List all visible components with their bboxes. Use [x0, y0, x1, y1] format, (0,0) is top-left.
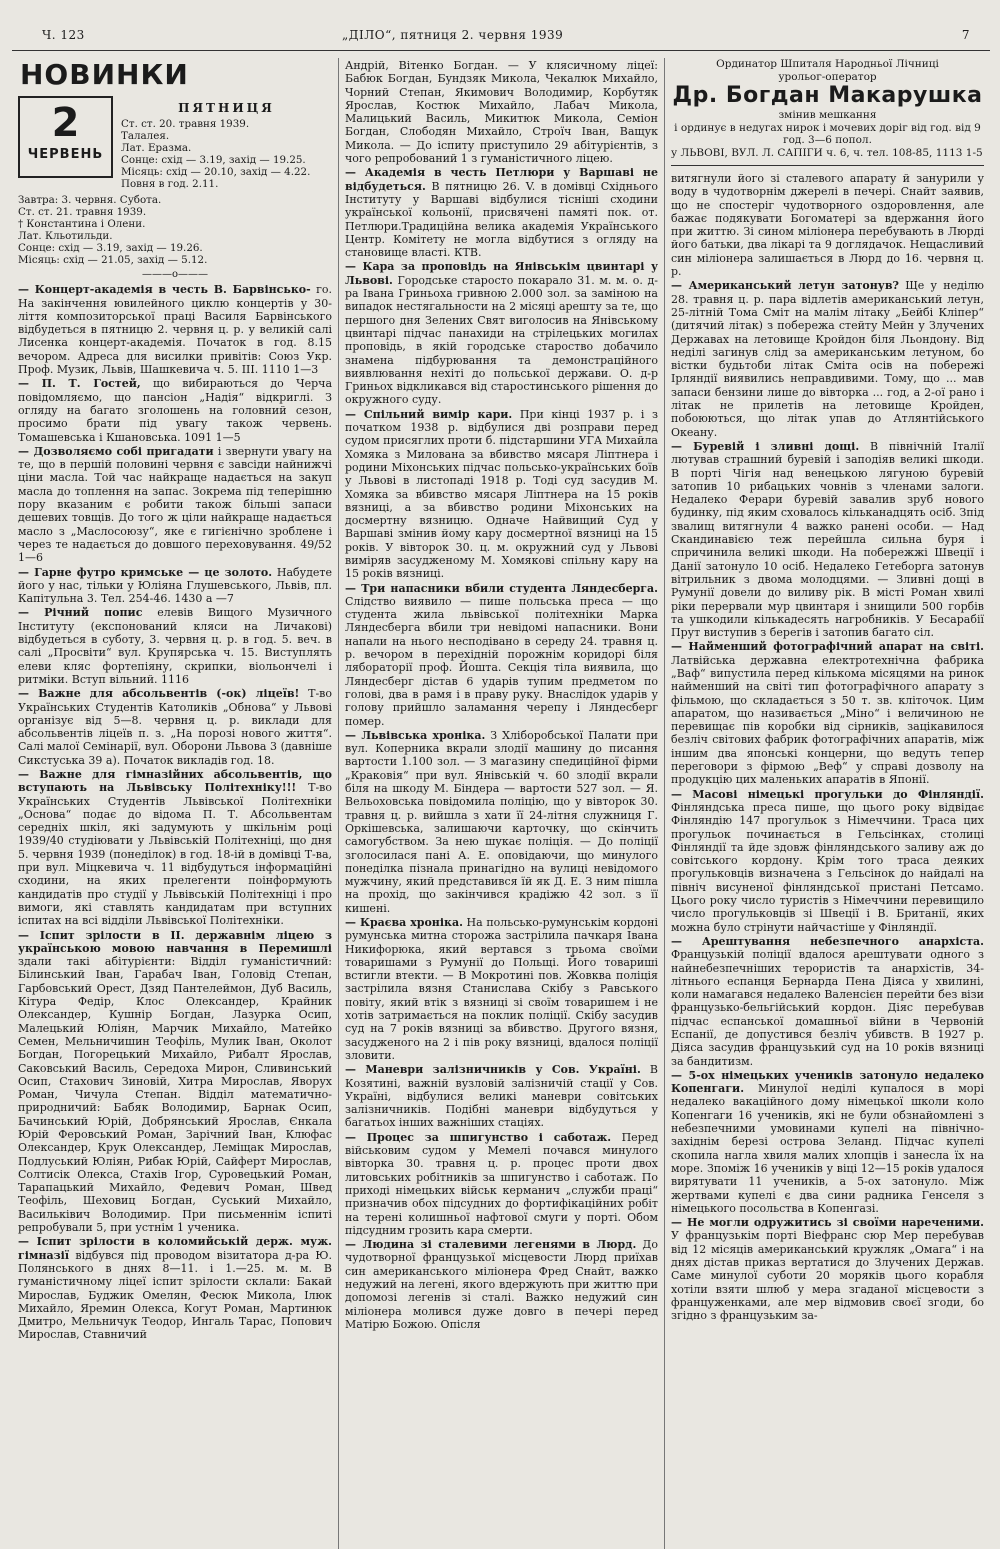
ad-doctor-name: Др. Богдан Макарушка	[672, 83, 983, 108]
ad-line-4: і ординує в недугах нирок і мочевих доріг від год. від 9 год. 3—6 попол.	[674, 121, 981, 146]
meta-line: Ст. ст. 20. травня 1939.	[121, 118, 250, 130]
article-item	[18, 768, 332, 928]
article-body: го. На закінчення ювилейного циклю концертів у 30-ліття композиторської праці Василя Барвінського відбудеться в пятницю 2. червня ц. р. у великій салі Лисенка концерт-академія. Початок в год. 8.15 вечором. Адреса для висилки привітів: Союз Укр. Проф. Музик, Львів, Шашкевича ч. 5. III. 1110 1—3	[18, 283, 333, 377]
article-body: Городське старосто покарало 31. м. м. о. д-ра Івана Гриньоха гривною 2.000 зол. за заміною на випадок нестягальности на 2 місяці арешту за те, що першого дня Зелених Свят виголосив на Янівському цвинтарі підчас панахиди на стрілецьких могилах проповідь, в якій городське староство добачило знамена підбурювання та демонстраційного виявлювання нехіті до польської держави. О. д-р Гриньох відкликався від старостинського рішення до окружного суду.	[345, 273, 659, 407]
article-body: До чудотворної французької місцевости Люрд приїхав син американського міліонера Фред Снайт, важко недужий на легені, якого вдержують при життю при допомозі легенів зі сталі. Важко недужий син міліонера молився дуже довго в печері перед Матірю Божою. Опісля	[345, 1238, 658, 1331]
article-body: Андрій, Вітенко Богдан. — У клясичному ліцеї: Бабюк Богдан, Бундзяк Микола, Чекалюк Михайло, Чорний Степан, Якимович Володимир, Корбутяк Ярослав, Костюк Михайло, Лабач Микола, Малицький Василь, Микитюк Микола, Семіон Богдан, Слободян Михайло, Строїч Іван, Ващук Микола. — До іспиту приступило 29 абітурієнтів, з чого репробований 1 з гуманістичного ліцею.	[345, 59, 658, 166]
article-item	[671, 640, 984, 786]
article-headline: — Найменший фотографічний апарат на світі.	[671, 640, 984, 654]
article-item	[671, 1069, 984, 1215]
article-body: В північній Італії лютував страшний буревій і заподіяв великі шкоди. В порті Чігія над венецькою лягуною буревій затопив 10 рибацьких човнів з членами залоги. Недалеко Ферари буревій завалив зруб нового будинку, під яким сховалось кільканадцять осіб. Зпід звалищ витягнули 4 важко ранені особи. — Над Скандинавією теж перейшла сильна буря і спричинила великі шкоди. На побережжі Швеції і Данії затонуло 10 осіб. Недалеко Гетеборга затонув вітрильник з двома молодцями. — Зливні дощі в Румунії довели до виливу рік. В місті Роман хвилі ріки перервали мур цвинтаря і знищили 500 горбів та ушкодили кількадесять нагробників. У Бесарабії Прут виступив з берегів і затопив багато сіл.	[671, 439, 985, 640]
article-body: Минулої неділі купалося в морі недалеко вакаційного дому німецької школи коло Копенгаги 16 учеників, які не були обзнайомлені з небезпечними умовинами купелі на північно-західнім березі острова Зеланд. Підчас купелі скопила нагла хвиля малих хлопців і занесла їх на море. Зпоміж 16 учеників у віці 12—15 років удалося вирятувати 11 учеників, а 5-ох затонуло. Між жертвами купелі є два сини радника Генселя з німецького посольства в Копенгазі.	[671, 1082, 984, 1215]
article-headline: — Річний попис	[18, 606, 143, 620]
page-number: 7	[961, 28, 970, 42]
article-headline: — Три напасники вбили студента Ляндесберга.	[345, 581, 658, 595]
newspaper-title: „ДІЛО“, пятниця 2. червня 1939	[342, 28, 564, 42]
article-body: відбувся під проводом візитатора д-ра Ю. Полянського в днях 8—11. і 1.—25. м. м. В гуманістичному ліцеї іспит зрілости склали: Бакай Мирослав, Буджик Омелян, Фесюк Микола, Ілюк Михайло, Яремин Олекса, Когут Роман, Мартинюк Дмитро, Мельничук Теодор, Ингаль Тарас, Попович Мирослав, Ставничий	[18, 1248, 333, 1342]
article-body: З Хліборобської Палати при вул. Коперника вкрали злодії машину до писання вартости 1.100 зол. — З магазину спедиційної фірми „Краковія“ при вул. Янівській ч. 60 злодії вкрали біля на шкоду М. Біндера — вартости 527 зол. — Я. Вельоховська повідомила поліцію, що у вівторок 30. травня ц. р. вийшла з хати її 24-літня служниця Г. Оркішевська, залишаючи карточку, що скінчить самогубством. За нею шукає поліція. — До поліції зголосилася пані А. Е. оповідаючи, що минулого понеділка пізнала принагідно на вулиці невідомого мужчину, який представився їй як Д. Е. З ним пішла на прохід, що закінчився крадіжю 42 зол. з її кишені.	[345, 728, 658, 915]
article-headline: — Краєва хроніка.	[345, 916, 463, 929]
article-item	[345, 729, 658, 915]
article-item	[671, 788, 984, 934]
article-body: і звернути увагу на те, що в першій половині червня є завсіди найнижчі ціни масла. Той час найкраще надається на закуп масла до топлення на запас. Зокрема під теперішню пору вказаним є робити також більші запаси дешевих товщів. До того ж ціли найкраще надається масло з „Маслосоюзу“, яке є гигієнічно зроблене і через те надається до довшого переховування. 49/52 1—6	[18, 444, 332, 565]
article-headline: — Львівська хроніка.	[345, 728, 486, 742]
article-body: Т-во Українських Студентів Католиків „Обнова“ у Львові організує від 5—8. червня ц. р. виклади для абсольвентів ліцеїв п. з. „На порозі нового життя“. Салі малої Семінарії, вул. Оборони Львова 3 (давніше Сикстуська 39 а). Початок викладів год. 18.	[18, 687, 332, 767]
article-headline: — Масові німецькі прогульки до Фінляндії.	[671, 787, 984, 801]
article-item	[345, 260, 658, 406]
article-body: Ще у неділю 28. травня ц. р. пара відлетів американський летун, 25-літній Тома Сміт на малім літаку „Бейбі Кліпер“ (дитячий літак) з побережа стейту Мейн у Злучених Державах на летовище Кройдон біля Льондону. Від неділі загинув слід за американським летуном, бо вістки будьтоби літак Сміта осів на побережі Ірляндії виявились неправдивими. Тому, що ... мав запаси бензини лише до вівторка ... год, а 2-ої рано і літак не прилетів на летовище Кройден, побоюються, що літак упав до Атлянтійського Океану.	[671, 279, 985, 439]
article-item	[345, 582, 658, 728]
article-headline: — Кара за проповідь на Янівськім цвинтарі у Львові.	[345, 260, 658, 287]
date-card	[18, 96, 113, 178]
section-masthead: НОВИНКИ	[20, 58, 189, 91]
article-body: Слідство виявило — пише польська преса — що студента жила львівської політехніки Марка Ляндесберга вбили три невідомі напасники. Вони напали на нього несподівано в середу 24. травня ц. р. вечором в перехідній порожнім коридорі біля лябораторії проф. Йошта. Секція тіла виявила, що Ляндесберг дістав 6 ударів тупим предметом по голові, два в рамя і в праву руку. Внаслідок ударів у голову прийшло заламання черепу і Ляндесберг помер.	[345, 594, 658, 728]
date-box	[18, 96, 332, 190]
date-month: ЧЕРВЕНЬ	[27, 147, 104, 162]
article-headline: — Гарне футро кримське — це золото.	[18, 565, 273, 579]
article-item	[345, 408, 658, 581]
article-headline: — Маневри залізничників у Сов. Україні.	[345, 1063, 641, 1077]
article-headline: — Процес за шпигунство і саботаж.	[345, 1130, 612, 1144]
article-item	[345, 1063, 658, 1129]
article-item	[345, 59, 658, 165]
article-item	[18, 1235, 332, 1341]
ad-line-3: змінив мешкання	[778, 109, 877, 121]
article-body: На польсько-румунськім кордоні румунська митна сторожа застрілила пачкаря Івана Никифорюка, який вертався з трьома своїми товаришами з Румунії до Польщі. Його товариші встигли втекти. — В Мокротині пов. Жовква поліція застрілила вязня Станислава Скібу з Равського повіту, який втік з вязниці зі своїм товаришем і не хотів затримається на поклик поліції. Скібу засудив суд на 7 років вязниці за вбивство. Другого вязня, засудженого на 2 і пів року вязниці, вдалося поліції зловити.	[345, 916, 658, 1062]
ad-address: у ЛЬВОВІ, ВУЛ. Л. САПІГИ ч. 6, ч. тел. 108-85, 1113 1-5	[671, 146, 983, 159]
article-body: У французькім порті Віефранс сюр Мер перебував від 12 місяців американський кружляк „Омага“ і на днях дістав приказ вертатися до Злучених Держав. Саме минулої суботи 20 моряків цього корабля хотіли взяти шлюб у мера згаданої місцевости з француженками, але мер відмовив своєї згоди, бо згідно з французьким за-	[671, 1229, 984, 1323]
tomorrow-line: † Константина і Олени.	[18, 218, 146, 230]
article-body: При кінці 1937 р. і з початком 1938 р. відбулися дві розправи перед судом присяглих проти б. підстаршини УГА Михайла Хомяка з Милована за вбивство мясаря Ліптнера і родини Міхонських підчас польсько-українських боїв у Львові в листопаді 1918 р. Тоді суд засудив М. Хомяка за вбивство мясаря Ліптнера на 15 років вязниці, а за вбивство родини Міхонських на досмертну вязницю. Одначе Найвищий Суд у Варшаві змінив йому кару досмертної вязниці на 15 років. У вівторок 30. ц. м. окружний суд у Львові виміряв засудженому М. Хомякові спільну кару на 15 років вязниці.	[345, 407, 659, 581]
article-headline: — Буревій і зливні дощі.	[671, 439, 860, 453]
article-body: що вибираються до Черча повідомляємо, що пансіон „Надія“ відкриглі. З огляду на багато зголошень на головний сезон, просимо брати під увагу також червень. Томашевська і Кшановська. 1091 1—5	[18, 377, 333, 444]
column-2	[338, 58, 664, 1549]
article-item	[18, 687, 332, 767]
article-headline: — Важне для гімназійних абсольвентів, що вступають на Львівську Політехніку!!!	[18, 767, 332, 795]
article-item	[671, 935, 984, 1068]
header-rule	[12, 50, 990, 51]
doctor-advertisement	[671, 58, 984, 166]
article-body: Т-во Українських Студентів Львівської Політехніки „Основа“ подає до відома П. Т. Абсольвентам середніх шкіл, які задумують у шкільнім році 1939/40 студіювати у Львівській Політехніці, що дня 5. червня 1939 (понеділок) в год. 18-ій в домівці Т-ва, при вул. Міцкевича ч. 11 відбудуться інформаційні сходини, на яких прелегенти поінформують кандидатів про студії у Львівській Політехніці і про вимоги, які ставлять кандидатам при вступних іспитах на всі відділи Львівської Політехніки.	[18, 781, 332, 928]
article-item	[671, 279, 984, 439]
article-item	[671, 172, 984, 278]
columns	[12, 58, 990, 1549]
ad-line-1: Ординатор Шпиталя Народньої Лічниці	[716, 58, 939, 70]
article-item	[345, 166, 658, 259]
article-headline: — Не могли одружитись зі своїми нареченими.	[671, 1216, 984, 1230]
article-item	[18, 929, 332, 1235]
tomorrow-line: Сонце: схід — 3.19, захід — 19.26.	[18, 242, 203, 254]
separator: ———о———	[141, 269, 209, 280]
article-body: здали такі абітурієнти: Відділ гуманістичний: Білинський Іван, Гарабач Іван, Головід Степан, Гарбовський Орест, Дзяд Пантелеймон, Дуб Василь, Кітура Федір, Клос Олександер, Крайник Олександер, Кушнір Богдан, Лазурка Осип, Малецький Юліян, Марчик Михайло, Матейко Семен, Мельничишин Теофіль, Мулик Іван, Околот Богдан, Погорецький Михайло, Рибалт Ярослав, Саковський Василь, Середоха Мирон, Сливинський Осип, Стахович Зиновій, Хитра Мирослав, Яворух Роман, Чичула Степан. Відділ математично-природничий: Бабяк Володимир, Барнак Осип, Бачинський Юрій, Добрянський Ярослав, Єнкала Юрій Феровський Роман, Зарічний Іван, Клюфас Олександер, Крук Олександер, Леміщак Мирослав, Подлуський Юліян, Рибак Юрій, Сайферт Мирослав, Солтисік Олекса, Стахів Ігор, Суровецький Роман, Тарапацький Михайло, Федевич Роман, Швед Теофіль, Шеховиц Богдан, Суський Михайло, Васильківич Володимир. При письменнім іспиті репробували 5, при устнім 1 ученика.	[18, 955, 332, 1235]
meta-line: Талалея.	[121, 130, 170, 142]
article-headline: — Важне для абсольвентів (-ок) ліцеїв!	[18, 687, 300, 701]
day-name: ПЯТНИЦЯ	[178, 101, 275, 115]
column-1-articles	[18, 283, 332, 1341]
tomorrow-line: Лат. Кльотильди.	[18, 230, 113, 242]
meta-line: Лат. Еразма.	[121, 142, 192, 154]
running-header	[42, 28, 970, 50]
issue-number: Ч. 123	[42, 28, 85, 42]
article-headline: — Людина зі сталевими легенями в Люрд.	[345, 1238, 637, 1252]
article-body: Фінляндська преса пише, що цього року відвідає Фінляндію 147 прогульок з Німеччини. Траса цих прогульок починається в Гельсінках, столиці Фінляндії та йде здовж фінляндського заливу аж до совітського кордону. Крім того траса деяких прогульковців визначена з Гельсінок до найдалі на північ висуненої фінляндської пристані Петсамо. Цього року число туристів з Німеччини перевищило число прогульковців зі Швеції і В. Британії, яких можна було стрінути найчастіше у Фінляндії.	[671, 800, 984, 934]
tomorrow-line: Ст. ст. 21. травня 1939.	[18, 206, 147, 218]
date-number: 2	[51, 100, 80, 146]
meta-line: Повня в год. 2.11.	[121, 178, 219, 190]
article-headline: — Академія в честь Петлюри у Варшаві не відбудеться.	[345, 166, 658, 193]
article-item	[18, 606, 332, 686]
article-item	[345, 1131, 658, 1237]
article-item	[18, 377, 332, 443]
article-headline: — Арештування небезпечного анархіста.	[671, 934, 984, 948]
article-body: Французькій поліції вдалося арештувати одного з найнебезпечніших терористів та анархістів, 34-літнього еспанця Бернарда Пена Діяса у хвилині, коли намагався недалеко Валенсієн перейти без візи французько-бельгійський кордон. Діяс перебував підчас еспанської домашньої війни в Червоній Еспанії, де допустився безліч убивств. В 1927 р. Діяса засудив французький суд на 10 років вязниці за бандитизм.	[671, 948, 984, 1068]
meta-line: Місяць: схід — 20.10, захід — 4.22.	[121, 166, 311, 178]
article-headline: — Іспит зрілости в коломийській держ. муж. гімназії	[18, 1235, 332, 1262]
column-1	[12, 58, 338, 1549]
meta-line: Сонце: схід — 3.19, захід — 19.25.	[121, 154, 306, 166]
tomorrow-block	[18, 194, 332, 266]
article-item	[345, 1238, 658, 1331]
tomorrow-line: Завтра: 3. червня. Субота.	[18, 194, 162, 206]
column-3	[664, 58, 990, 1549]
article-item	[671, 440, 984, 639]
article-headline: — Дозволяємо собі пригадати	[18, 444, 214, 458]
day-meta	[121, 96, 332, 190]
article-body: Перед військовим судом у Мемелі почався минулого вівторка 30. травня ц. р. процес проти двох литовських робітників за шпигунство і саботаж. По приході німецьких військ керманич „служби праці“ призначив обох підсудних до фортифікаційних робіт на терені колишньої нафтової смуги у порті. Обом підсудним грозить кара смерти.	[345, 1130, 659, 1237]
article-headline: — Іспит зрілости в II. державнім ліцею з українською мовою навчання в Перемишлі	[18, 928, 332, 955]
article-headline: — П. Т. Гостей,	[18, 377, 141, 391]
article-item	[18, 283, 332, 376]
column-3-articles	[671, 172, 984, 1323]
article-headline: — 5-ох німецьких учеників затонуло недалеко Копенгаги.	[671, 1068, 984, 1096]
article-item	[18, 445, 332, 565]
article-item	[345, 916, 658, 1062]
tomorrow-line: Місяць: схід — 21.05, захід — 5.12.	[18, 254, 208, 266]
article-headline: — Концерт-академія в честь В. Барвінсько-	[18, 283, 311, 297]
column-2-articles	[345, 59, 658, 1331]
article-headline: — Американський летун затонув?	[671, 279, 899, 293]
article-body: Латвійська державна електротехнічна фабрика „Ваф“ випустила перед кількома місяцями на ринок найменший на світі тип фотографічного апарату з фільмою, що складається з 50 т. зв. кліточок. Цим апаратом, що називається „Міно“ і величиною не перевищає пів коробки від сірників, зацікавилося безліч світових фабрик фотографічних апаратів, між іншим два японські концерни, що ведуть тепер переговори з фірмою „Веф“ у справі дозволу на продукцію цих маленьких апаратів в Японії.	[671, 653, 984, 787]
article-body: витягнули його зі сталевого апарату й занурили у воду в чудотворнім джерелі в печері. Снайт заявив, що не спостеріг чудотворного оздоровлення, але бажає подякувати Богоматері за вдержання його при життю. Зі сином міліонера перебувають в Люрді його батьки, два лікарі та 9 доглядачок. Нещасливий син міліонера залишається в Люрд до 16. червня ц. р.	[671, 172, 984, 279]
article-body: В Козятині, важній вузловій залізничій стації у Сов. Україні, відбулися великі маневри совітських залізничників. Подібні маневри відбудуться у багатьох інших важніших стаціях.	[345, 1063, 658, 1130]
article-headline: — Спільний вимір кари.	[345, 407, 513, 421]
ad-line-2: урольог-оператор	[778, 70, 877, 83]
article-body: елевів Вищого Музичного Інституту (експонований кляси на Личакові) відбудеться в суботу, 3. червня ц. р. в год. 5. веч. в салі „Просвіти“ вул. Крупярська ч. 15. Виступлять елеви кляс фортепіяну, скрипки, віольончелі і ритміки. Вступ вільний. 1116	[18, 606, 333, 686]
article-body: Набудете його у нас, тільки у Юліяна Глушевського, Львів, пл. Капітульна 3. Тел. 254-46. 1430 а —7	[18, 565, 333, 606]
article-body: В пятницю 26. V. в домівці Східнього Інституту у Варшаві відбулися тісніші сходини української кольонії, присвячені памяті пок. от. Петлюри.Традиційна велика академія Українського Центр. Комітету не могла відбутися з огляду на становище власті. КТВ.	[345, 179, 659, 260]
article-item	[18, 566, 332, 606]
article-item	[671, 1216, 984, 1322]
